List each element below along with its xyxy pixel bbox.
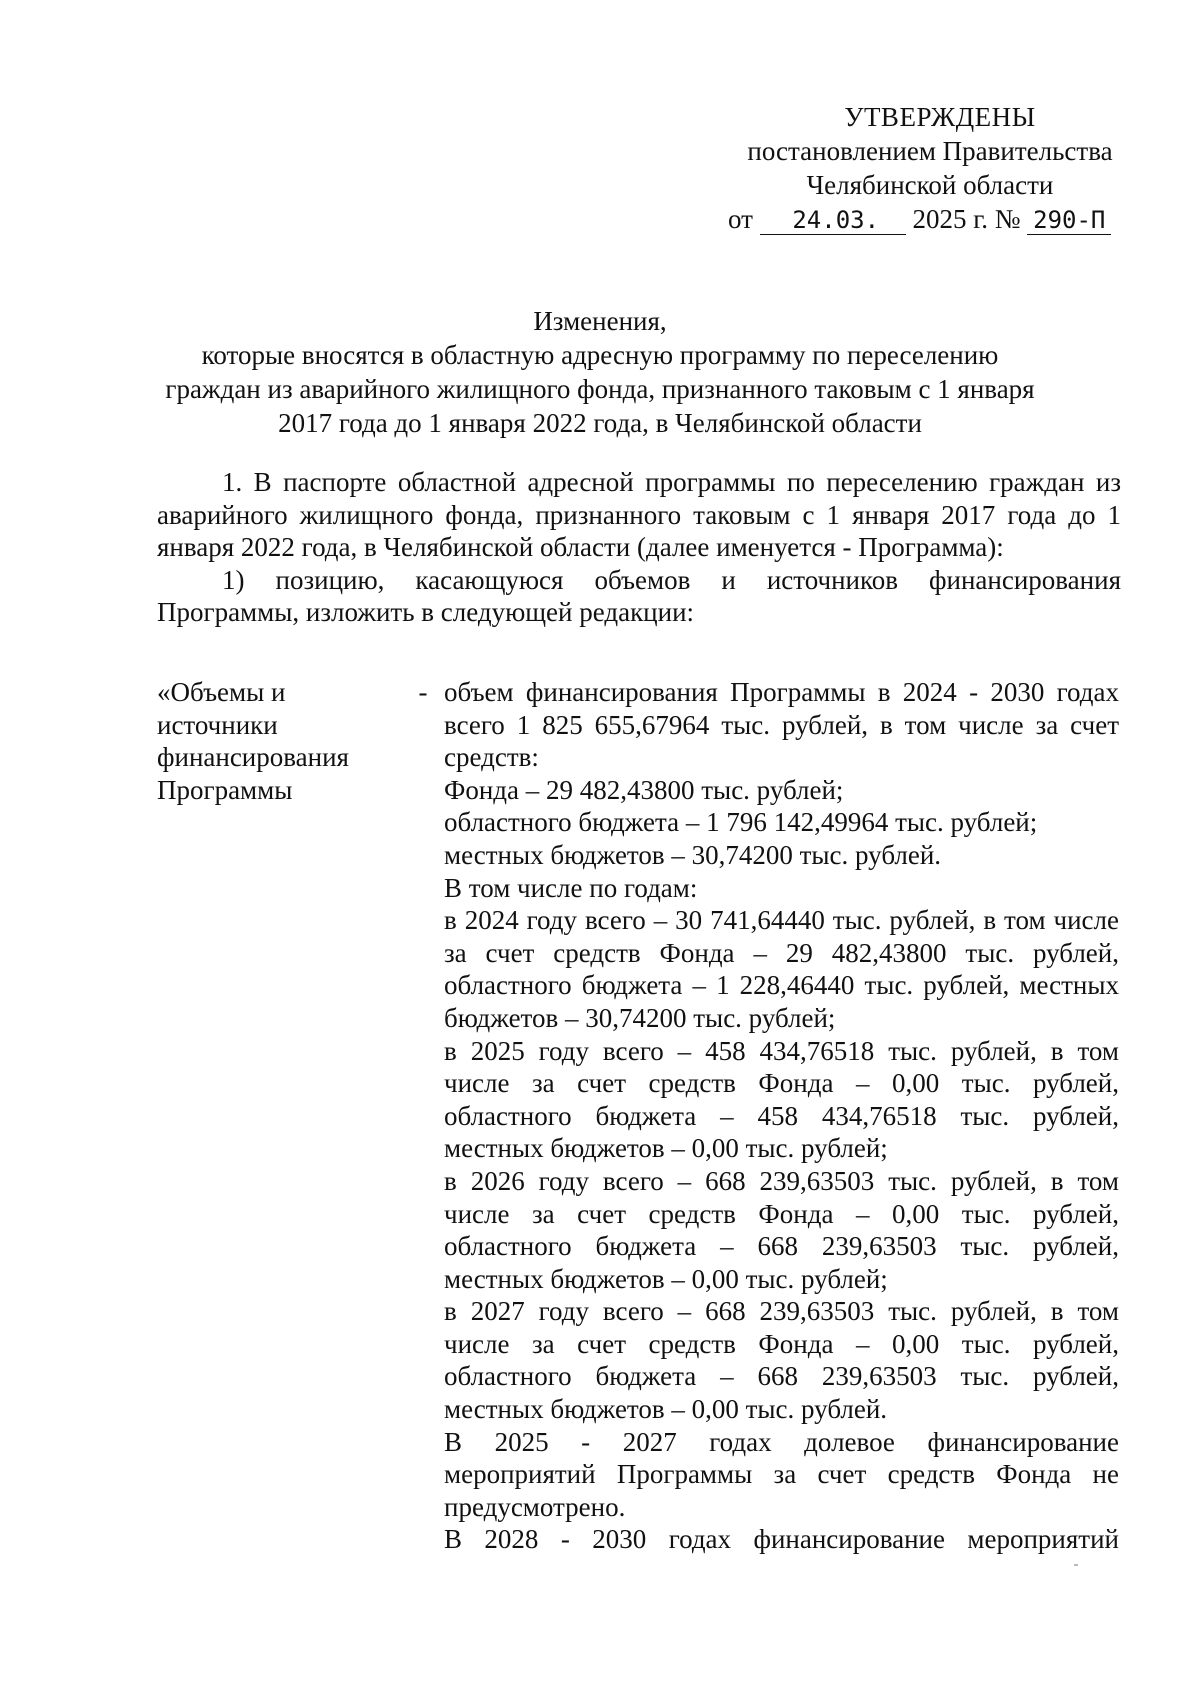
paragraph-2: 1) позицию, касающуюся объемов и источников финансирования Программы, изложить в следующей редакции: bbox=[157, 564, 1121, 628]
approval-number-field: 290-П bbox=[1027, 206, 1111, 235]
approval-from-prefix: от bbox=[728, 204, 753, 234]
financing-by-years-heading: В том числе по годам: bbox=[444, 872, 698, 903]
document-title bbox=[160, 304, 1040, 440]
approval-heading: УТВЕРЖДЕНЫ bbox=[844, 102, 1036, 132]
approval-region-line: Челябинской области bbox=[806, 170, 1054, 200]
title-line-2: которые вносятся в областную адресную программу по переселению bbox=[201, 340, 999, 370]
financing-regional: областного бюджета – 1 796 142,49964 тыс. рублей; bbox=[444, 807, 1038, 838]
financing-local: местных бюджетов – 30,74200 тыс. рублей. bbox=[444, 839, 942, 870]
document-body bbox=[157, 466, 1121, 629]
financing-2024: в 2024 году всего – 30 741,64440 тыс. рублей, в том числе за счет средств Фонда – 29 482,43800 тыс. рублей, областного бюджета – 1 228,46440 тыс. рублей, местных бюджетов – 30,74200 тыс. рублей; bbox=[444, 905, 1119, 1033]
passport-value bbox=[444, 676, 1119, 1556]
scan-speck bbox=[1074, 1564, 1078, 1566]
financing-fund: Фонда – 29 482,43800 тыс. рублей; bbox=[444, 774, 844, 805]
financing-2025-2027-note: В 2025 - 2027 годах долевое финансирование мероприятий Программы за счет средств Фонда не предусмотрено. bbox=[444, 1426, 1119, 1522]
passport-label-line-4: Программы bbox=[157, 774, 293, 805]
passport-label-line-3: финансирования bbox=[157, 742, 349, 773]
approval-date-field: 24.03. bbox=[760, 206, 906, 235]
approval-decree-line: постановлением Правительства bbox=[747, 136, 1113, 166]
financing-2028-2030-note: В 2028 - 2030 годах финансирование мероприятий bbox=[444, 1524, 1119, 1555]
title-line-1: Изменения, bbox=[533, 306, 667, 336]
paragraph-1: 1. В паспорте областной адресной программы по переселению граждан из аварийного жилищного фонда, признанного таковым с 1 января 2017 года до 1 января 2022 года, в Челябинской области (далее именуется - Программа): bbox=[157, 467, 1121, 563]
financing-2027: в 2027 году всего – 668 239,63503 тыс. рублей, в том числе за счет средств Фонда – 0,00 тыс. рублей, областного бюджета – 668 239,63503 тыс. рублей, местных бюджетов – 0,00 тыс. рублей. bbox=[444, 1296, 1119, 1425]
title-line-3: граждан из аварийного жилищного фонда, признанного таковым с 1 января bbox=[165, 374, 1035, 404]
financing-2025: в 2025 году всего – 458 434,76518 тыс. рублей, в том числе за счет средств Фонда – 0,00 тыс. рублей, областного бюджета – 458 434,76518 тыс. рублей, местных бюджетов – 0,00 тыс. рублей; bbox=[444, 1035, 1119, 1164]
passport-label-line-1: «Объемы и bbox=[157, 677, 286, 707]
title-line-4: 2017 года до 1 января 2022 года, в Челябинской области bbox=[278, 408, 922, 438]
passport-label bbox=[157, 676, 397, 806]
approval-block bbox=[720, 100, 1140, 236]
financing-2026: в 2026 году всего – 668 239,63503 тыс. рублей, в том числе за счет средств Фонда – 0,00 тыс. рублей, областного бюджета – 668 239,63503 тыс. рублей, местных бюджетов – 0,00 тыс. рублей; bbox=[444, 1165, 1119, 1294]
approval-date-line bbox=[720, 202, 1140, 236]
approval-year: 2025 г. № bbox=[912, 204, 1021, 234]
financing-total: объем финансирования Программы в 2024 - 2030 годах всего 1 825 655,67964 тыс. рублей, в том числе за счет средств: bbox=[444, 677, 1119, 773]
passport-dash: - bbox=[418, 677, 428, 707]
passport-label-line-2: источники bbox=[157, 709, 278, 740]
